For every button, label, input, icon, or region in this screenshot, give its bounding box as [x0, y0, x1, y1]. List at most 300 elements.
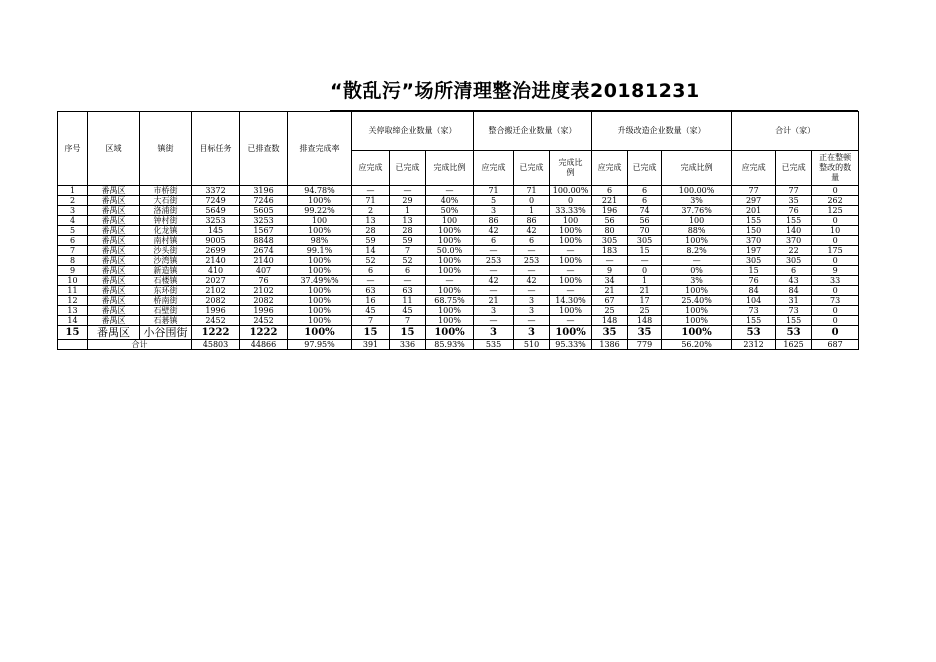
row-move-should: — [474, 246, 514, 256]
row-close-should: 2 [352, 206, 390, 216]
total-close-done: 336 [390, 340, 426, 350]
row-sum-done: 77 [776, 186, 812, 196]
row-close-should: 52 [352, 256, 390, 266]
total-move-ratio: 95.33% [550, 340, 592, 350]
row-move-ratio: 100.00% [550, 186, 592, 196]
header-index: 序号 [58, 112, 88, 186]
row-upgrade-ratio: 100% [662, 326, 732, 340]
row-index: 4 [58, 216, 88, 226]
row-move-should: 3 [474, 206, 514, 216]
header-close-should: 应完成 [352, 151, 390, 186]
row-town: 新造镇 [140, 266, 192, 276]
row-move-should: — [474, 286, 514, 296]
row-in-progress: 175 [812, 246, 859, 256]
row-move-ratio: 100% [550, 306, 592, 316]
total-move-done: 510 [514, 340, 550, 350]
row-close-done: 59 [390, 236, 426, 246]
row-upgrade-done: 74 [628, 206, 662, 216]
row-district: 番禺区 [88, 296, 140, 306]
row-sum-should: 305 [732, 256, 776, 266]
total-close-ratio: 85.93% [426, 340, 474, 350]
row-checked: 2082 [240, 296, 288, 306]
row-in-progress: 0 [812, 286, 859, 296]
table-row [58, 226, 859, 236]
table-body [58, 186, 859, 340]
row-sum-should: 53 [732, 326, 776, 340]
header-total-group: 合计（家） [732, 112, 859, 151]
table-row [58, 196, 859, 206]
total-rate: 97.95% [288, 340, 352, 350]
table-row [58, 286, 859, 296]
row-close-ratio: 100% [426, 266, 474, 276]
row-upgrade-should: — [592, 256, 628, 266]
total-upgrade-should: 1386 [592, 340, 628, 350]
row-close-done: — [390, 276, 426, 286]
total-move-should: 535 [474, 340, 514, 350]
row-upgrade-should: 80 [592, 226, 628, 236]
row-upgrade-done: 15 [628, 246, 662, 256]
row-upgrade-ratio: 3% [662, 196, 732, 206]
row-district: 番禺区 [88, 246, 140, 256]
row-upgrade-ratio: 100.00% [662, 186, 732, 196]
row-close-done: 28 [390, 226, 426, 236]
row-in-progress: 262 [812, 196, 859, 206]
row-index: 12 [58, 296, 88, 306]
row-close-ratio: — [426, 276, 474, 286]
row-index: 14 [58, 316, 88, 326]
row-index: 8 [58, 256, 88, 266]
row-move-should: 3 [474, 326, 514, 340]
row-move-should: 253 [474, 256, 514, 266]
row-rate: 100% [288, 266, 352, 276]
row-sum-done: 305 [776, 256, 812, 266]
row-close-should: — [352, 186, 390, 196]
row-upgrade-should: 305 [592, 236, 628, 246]
row-sum-done: 43 [776, 276, 812, 286]
row-target: 2452 [192, 316, 240, 326]
row-in-progress: 10 [812, 226, 859, 236]
header-move-should: 应完成 [474, 151, 514, 186]
row-upgrade-should: 9 [592, 266, 628, 276]
header-move-done: 已完成 [514, 151, 550, 186]
row-close-done: 7 [390, 246, 426, 256]
row-move-ratio: 100% [550, 226, 592, 236]
total-checked: 44866 [240, 340, 288, 350]
row-checked: 2452 [240, 316, 288, 326]
row-close-done: 45 [390, 306, 426, 316]
row-move-done: — [514, 266, 550, 276]
row-upgrade-done: 6 [628, 186, 662, 196]
row-close-should: 71 [352, 196, 390, 206]
row-move-ratio: 100 [550, 216, 592, 226]
row-upgrade-should: 183 [592, 246, 628, 256]
row-rate: 100% [288, 296, 352, 306]
row-rate: 100% [288, 226, 352, 236]
row-sum-done: 22 [776, 246, 812, 256]
row-target: 2082 [192, 296, 240, 306]
row-upgrade-done: 35 [628, 326, 662, 340]
total-in-progress: 687 [812, 340, 859, 350]
row-move-should: — [474, 266, 514, 276]
row-town: 化龙镇 [140, 226, 192, 236]
row-sum-done: 53 [776, 326, 812, 340]
row-town: 东环街 [140, 286, 192, 296]
table-row [58, 236, 859, 246]
row-target: 2140 [192, 256, 240, 266]
row-town: 石碁镇 [140, 316, 192, 326]
row-sum-should: 77 [732, 186, 776, 196]
row-upgrade-done: 17 [628, 296, 662, 306]
row-rate: 94.78% [288, 186, 352, 196]
row-district: 番禺区 [88, 326, 140, 340]
row-move-done: — [514, 286, 550, 296]
row-move-done: 71 [514, 186, 550, 196]
table-row [58, 296, 859, 306]
total-upgrade-ratio: 56.20% [662, 340, 732, 350]
header-district: 区域 [88, 112, 140, 186]
row-index: 3 [58, 206, 88, 216]
table-row [58, 266, 859, 276]
row-close-should: 7 [352, 316, 390, 326]
row-sum-done: 155 [776, 216, 812, 226]
row-sum-should: 155 [732, 316, 776, 326]
row-checked: 407 [240, 266, 288, 276]
row-sum-should: 297 [732, 196, 776, 206]
header-upgrade-done: 已完成 [628, 151, 662, 186]
row-rate: 100% [288, 286, 352, 296]
row-sum-should: 104 [732, 296, 776, 306]
row-checked: 2140 [240, 256, 288, 266]
header-upgrade-group: 升级改造企业数量（家） [592, 112, 732, 151]
row-rate: 100% [288, 306, 352, 316]
row-town: 石壁街 [140, 306, 192, 316]
row-upgrade-ratio: 100% [662, 306, 732, 316]
row-district: 番禺区 [88, 236, 140, 246]
table-row [58, 216, 859, 226]
row-move-should: 6 [474, 236, 514, 246]
total-label: 合计 [88, 340, 192, 350]
row-sum-done: 370 [776, 236, 812, 246]
total-target: 45803 [192, 340, 240, 350]
row-upgrade-should: 34 [592, 276, 628, 286]
row-sum-should: 15 [732, 266, 776, 276]
row-checked: 5605 [240, 206, 288, 216]
row-upgrade-should: 67 [592, 296, 628, 306]
row-district: 番禺区 [88, 276, 140, 286]
row-upgrade-done: 70 [628, 226, 662, 236]
row-town: 大石街 [140, 196, 192, 206]
row-rate: 37.49%% [288, 276, 352, 286]
row-target: 1222 [192, 326, 240, 340]
table-row [58, 256, 859, 266]
row-move-ratio: 33.33% [550, 206, 592, 216]
row-move-should: 71 [474, 186, 514, 196]
row-index: 6 [58, 236, 88, 246]
header-close-done: 已完成 [390, 151, 426, 186]
row-upgrade-should: 56 [592, 216, 628, 226]
row-close-ratio: 100% [426, 286, 474, 296]
row-target: 2027 [192, 276, 240, 286]
row-in-progress: 0 [812, 216, 859, 226]
progress-table [57, 111, 859, 350]
table-row [58, 276, 859, 286]
row-upgrade-done: 0 [628, 266, 662, 276]
row-upgrade-should: 148 [592, 316, 628, 326]
row-upgrade-should: 25 [592, 306, 628, 316]
row-close-ratio: 100% [426, 256, 474, 266]
row-index: 11 [58, 286, 88, 296]
row-upgrade-done: 1 [628, 276, 662, 286]
row-upgrade-should: 35 [592, 326, 628, 340]
row-move-ratio: — [550, 316, 592, 326]
row-move-ratio: — [550, 246, 592, 256]
row-target: 2699 [192, 246, 240, 256]
row-move-done: 86 [514, 216, 550, 226]
row-in-progress: 0 [812, 326, 859, 340]
row-checked: 3196 [240, 186, 288, 196]
header-upgrade-ratio: 完成比例 [662, 151, 732, 186]
row-move-ratio: 0 [550, 196, 592, 206]
row-move-ratio: 100% [550, 236, 592, 246]
row-sum-done: 84 [776, 286, 812, 296]
total-sum-done: 1625 [776, 340, 812, 350]
row-close-ratio: 100 [426, 216, 474, 226]
row-rate: 99.1% [288, 246, 352, 256]
table-row [58, 206, 859, 216]
row-move-done: — [514, 316, 550, 326]
row-rate: 100% [288, 316, 352, 326]
header-checked: 已排查数 [240, 112, 288, 186]
row-in-progress: 125 [812, 206, 859, 216]
total-empty-cell [58, 340, 88, 350]
header-sum-done: 已完成 [776, 151, 812, 186]
row-upgrade-ratio: 100 [662, 216, 732, 226]
row-town: 市桥街 [140, 186, 192, 196]
row-index: 1 [58, 186, 88, 196]
header-rate: 排查完成率 [288, 112, 352, 186]
row-upgrade-should: 21 [592, 286, 628, 296]
row-upgrade-done: — [628, 256, 662, 266]
row-in-progress: 0 [812, 316, 859, 326]
row-close-done: 6 [390, 266, 426, 276]
row-move-ratio: 100% [550, 276, 592, 286]
row-index: 5 [58, 226, 88, 236]
row-district: 番禺区 [88, 196, 140, 206]
row-upgrade-done: 6 [628, 196, 662, 206]
header-target: 目标任务 [192, 112, 240, 186]
row-upgrade-ratio: — [662, 256, 732, 266]
row-district: 番禺区 [88, 226, 140, 236]
row-index: 13 [58, 306, 88, 316]
row-close-should: 63 [352, 286, 390, 296]
row-upgrade-ratio: 0% [662, 266, 732, 276]
row-target: 1996 [192, 306, 240, 316]
row-rate: 100 [288, 216, 352, 226]
header-move-ratio-text: 完成比例 [558, 158, 583, 177]
header-close-group: 关停取缔企业数量（家） [352, 112, 474, 151]
header-sum-should: 应完成 [732, 151, 776, 186]
row-sum-should: 73 [732, 306, 776, 316]
row-upgrade-done: 56 [628, 216, 662, 226]
row-close-done: 15 [390, 326, 426, 340]
row-checked: 7246 [240, 196, 288, 206]
row-close-done: — [390, 186, 426, 196]
row-district: 番禺区 [88, 216, 140, 226]
row-move-ratio: — [550, 266, 592, 276]
row-upgrade-done: 21 [628, 286, 662, 296]
row-target: 3372 [192, 186, 240, 196]
row-in-progress: 9 [812, 266, 859, 276]
row-upgrade-ratio: 37.76% [662, 206, 732, 216]
row-district: 番禺区 [88, 316, 140, 326]
row-target: 5649 [192, 206, 240, 216]
row-town: 南村镇 [140, 236, 192, 246]
row-in-progress: 0 [812, 306, 859, 316]
row-sum-should: 370 [732, 236, 776, 246]
table-row [58, 306, 859, 316]
row-close-ratio: 100% [426, 306, 474, 316]
header-upgrade-should: 应完成 [592, 151, 628, 186]
header-close-ratio: 完成比例 [426, 151, 474, 186]
row-close-ratio: 50.0% [426, 246, 474, 256]
row-close-ratio: — [426, 186, 474, 196]
row-move-should: 86 [474, 216, 514, 226]
row-checked: 76 [240, 276, 288, 286]
row-district: 番禺区 [88, 266, 140, 276]
row-sum-done: 140 [776, 226, 812, 236]
row-sum-should: 84 [732, 286, 776, 296]
row-close-ratio: 100% [426, 226, 474, 236]
table-row [58, 326, 859, 340]
row-rate: 100% [288, 256, 352, 266]
total-row [58, 340, 859, 350]
row-close-done: 11 [390, 296, 426, 306]
row-close-should: 16 [352, 296, 390, 306]
table-row [58, 186, 859, 196]
row-district: 番禺区 [88, 206, 140, 216]
row-town: 沙头街 [140, 246, 192, 256]
row-close-done: 1 [390, 206, 426, 216]
row-close-done: 63 [390, 286, 426, 296]
row-move-ratio: — [550, 286, 592, 296]
row-checked: 1996 [240, 306, 288, 316]
row-checked: 2102 [240, 286, 288, 296]
row-in-progress: 0 [812, 236, 859, 246]
table-row [58, 316, 859, 326]
row-close-done: 29 [390, 196, 426, 206]
row-close-should: 14 [352, 246, 390, 256]
row-upgrade-ratio: 100% [662, 316, 732, 326]
row-sum-done: 35 [776, 196, 812, 206]
row-district: 番禺区 [88, 306, 140, 316]
row-index: 15 [58, 326, 88, 340]
total-close-should: 391 [352, 340, 390, 350]
row-move-done: 1 [514, 206, 550, 216]
total-sum-should: 2312 [732, 340, 776, 350]
row-close-done: 52 [390, 256, 426, 266]
header-in-progress-text: 正在整顿整改的数量 [819, 153, 852, 182]
row-upgrade-ratio: 3% [662, 276, 732, 286]
row-district: 番禺区 [88, 256, 140, 266]
row-town: 石楼镇 [140, 276, 192, 286]
row-upgrade-ratio: 100% [662, 236, 732, 246]
row-close-ratio: 100% [426, 326, 474, 340]
row-move-should: 42 [474, 276, 514, 286]
row-in-progress: 73 [812, 296, 859, 306]
row-close-ratio: 100% [426, 316, 474, 326]
row-in-progress: 33 [812, 276, 859, 286]
header-town: 镇街 [140, 112, 192, 186]
row-close-should: 15 [352, 326, 390, 340]
row-move-ratio: 14.30% [550, 296, 592, 306]
row-sum-should: 150 [732, 226, 776, 236]
row-upgrade-ratio: 100% [662, 286, 732, 296]
row-rate: 99.22% [288, 206, 352, 216]
row-rate: 100% [288, 196, 352, 206]
row-move-done: 3 [514, 326, 550, 340]
header-move-group: 整合搬迁企业数量（家） [474, 112, 592, 151]
row-upgrade-done: 148 [628, 316, 662, 326]
row-close-should: — [352, 276, 390, 286]
row-close-should: 6 [352, 266, 390, 276]
row-sum-done: 155 [776, 316, 812, 326]
row-move-done: 253 [514, 256, 550, 266]
row-close-should: 59 [352, 236, 390, 246]
row-index: 10 [58, 276, 88, 286]
row-close-should: 13 [352, 216, 390, 226]
row-district: 番禺区 [88, 286, 140, 296]
row-in-progress: 0 [812, 186, 859, 196]
header-in-progress [812, 151, 859, 186]
row-index: 9 [58, 266, 88, 276]
row-move-ratio: 100% [550, 256, 592, 266]
row-sum-done: 31 [776, 296, 812, 306]
row-move-should: — [474, 316, 514, 326]
row-close-should: 28 [352, 226, 390, 236]
row-town: 小谷围街 [140, 326, 192, 340]
row-upgrade-should: 221 [592, 196, 628, 206]
row-rate: 100% [288, 326, 352, 340]
row-close-ratio: 50% [426, 206, 474, 216]
row-move-done: 42 [514, 226, 550, 236]
row-upgrade-done: 305 [628, 236, 662, 246]
row-move-should: 42 [474, 226, 514, 236]
row-close-done: 7 [390, 316, 426, 326]
row-move-done: 0 [514, 196, 550, 206]
report-title: “散乱污”场所清理整治进度表20181231 [330, 80, 700, 102]
row-checked: 2674 [240, 246, 288, 256]
row-target: 3253 [192, 216, 240, 226]
row-move-should: 21 [474, 296, 514, 306]
row-target: 2102 [192, 286, 240, 296]
row-move-done: 6 [514, 236, 550, 246]
row-town: 钟村街 [140, 216, 192, 226]
row-upgrade-ratio: 8.2% [662, 246, 732, 256]
row-move-done: 3 [514, 296, 550, 306]
row-upgrade-ratio: 25.40% [662, 296, 732, 306]
row-move-ratio: 100% [550, 326, 592, 340]
row-close-should: 45 [352, 306, 390, 316]
row-move-done: 42 [514, 276, 550, 286]
row-sum-should: 76 [732, 276, 776, 286]
row-sum-done: 73 [776, 306, 812, 316]
row-target: 410 [192, 266, 240, 276]
row-close-ratio: 40% [426, 196, 474, 206]
row-upgrade-done: 25 [628, 306, 662, 316]
row-checked: 1567 [240, 226, 288, 236]
row-sum-should: 197 [732, 246, 776, 256]
row-checked: 3253 [240, 216, 288, 226]
